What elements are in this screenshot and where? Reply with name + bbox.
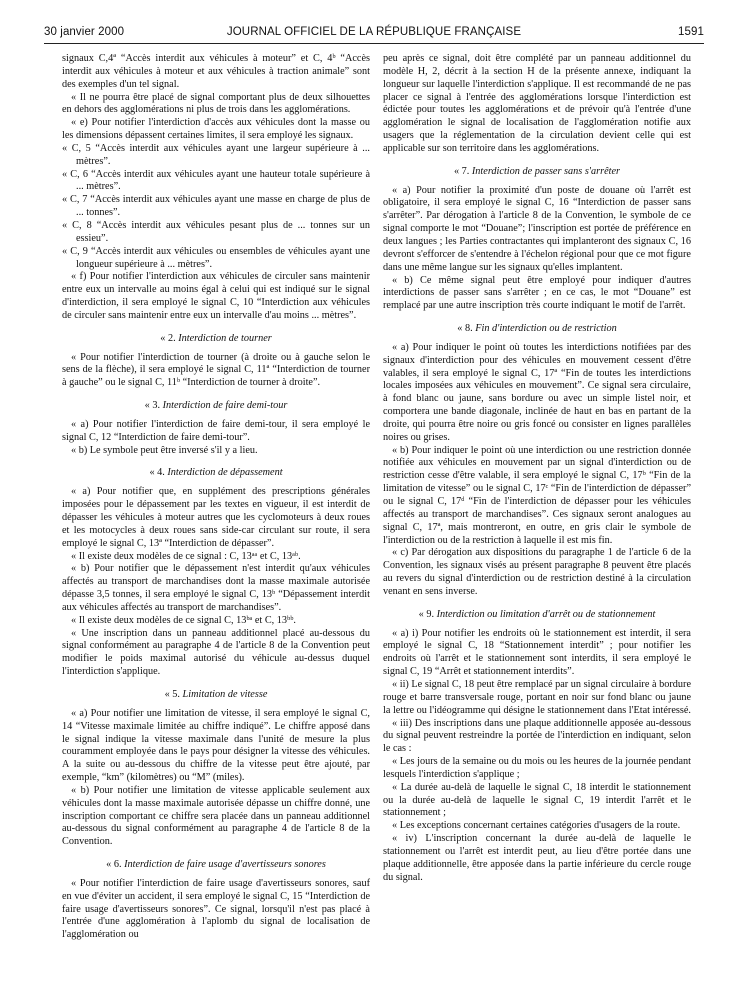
paragraph: « b) Ce même signal peut être employé pour indiquer d'autres interdictions de passer sans s'arrêter ; en ce cas, le mot “Douane” est remplacé par une autre inscription très courte indiquant le motif de l'arrêt. [383, 274, 691, 312]
paragraph: « Pour notifier l'interdiction de faire usage d'avertisseurs sonores, sauf en vue d'éviter un accident, il sera employé le signal C, 15 “Interdiction de faire usage d'avertisseurs sonores”. Ce signal, lorsqu'il n'est pas placé à l'entrée d'une agglomération à l'aplomb du signal de localisation de l'agglomération ou [62, 877, 370, 941]
right-column [383, 53, 691, 884]
paragraph: « iii) Des inscriptions dans une plaque additionnelle apposée au-dessous du signal peuvent restreindre la portée de l'interdiction en indiquant, selon le cas : [383, 717, 691, 755]
section-heading [62, 689, 370, 702]
section-number: « 2. [160, 332, 176, 344]
section-heading [62, 333, 370, 346]
page-header [44, 24, 704, 44]
paragraph: « Les jours de la semaine ou du mois ou les heures de la journée pendant lesquels l'interdiction s'applique ; [383, 756, 691, 780]
list-item: « C, 7 “Accès interdit aux véhicules ayant une masse en charge de plus de ... tonnes”. [62, 194, 370, 219]
section-heading [62, 400, 370, 413]
paragraph: « a) Pour notifier une limitation de vitesse, il sera employé le signal C, 14 “Vitesse maximale limitée au chiffre indiqué”. Le chiffre apposé dans le signal indique la vitesse maximale dans l'unité de mesure la plus couramment employée dans le pays pour désigner la vitesse des véhicules. A la suite ou au-dessous du chiffre de la vitesse peut être ajouté, par exemple, “km” (kilomètres) ou “M” (miles). [62, 707, 370, 784]
journal-title: JOURNAL OFFICIEL DE LA RÉPUBLIQUE FRANÇAISE [226, 26, 522, 38]
list-item: « C, 8 “Accès interdit aux véhicules pesant plus de ... tonnes sur un essieu”. [62, 219, 370, 244]
page-number: 1591 [678, 26, 704, 38]
section-title: Fin d'interdiction ou de restriction [475, 323, 617, 335]
section-heading [383, 323, 691, 336]
list-item: « C, 6 “Accès interdit aux véhicules ayant une hauteur totale supérieure à ... mètres”. [62, 168, 370, 193]
section-title: Interdiction de faire demi-tour [162, 400, 288, 412]
section-number: « 7. [453, 165, 470, 177]
section-heading [62, 467, 370, 480]
left-column [62, 53, 370, 942]
section-title: Interdiction de passer sans s'arrêter [471, 165, 621, 177]
paragraph: « b) Pour notifier que le dépassement n'est interdit qu'aux véhicules affectés au transport de marchandises dont la masse maximale autorisée dépasse 3,5 tonnes, il sera employé le signal C, 13ᵇ “Dépassement interdit aux véhicules affectés au transport de marchandises”. [62, 563, 370, 613]
paragraph: « Il existe deux modèles de ce signal C, 13ᵇᵃ et C, 13ᵇᵇ. [71, 614, 296, 626]
paragraph: « a) i) Pour notifier les endroits où le stationnement est interdit, il sera employé le signal C, 18 “Stationnement interdit” ; pour notifier les endroits où l'arrêt et le stationnement sont interdits, il sera employé le signal C, 19 “Arrêt et stationnement interdits”. [383, 627, 691, 678]
section-number: « 5. [164, 688, 180, 700]
section-title: Interdiction ou limitation d'arrêt ou de stationnement [436, 608, 656, 620]
paragraph: « c) Par dérogation aux dispositions du paragraphe 1 de l'article 6 de la Convention, les signaux visés au présent paragraphe 8 peuvent être placés au revers du signal d'interdiction ou de restriction destiné à la circulation venant en sens inverse. [383, 547, 691, 597]
paragraph: « a) Pour notifier la proximité d'un poste de douane où l'arrêt est obligatoire, il sera employé le signal C, 16 “Interdiction de passer sans s'arrêter”. Par dérogation à l'article 8 de la Convention, le symbole de ce signal comporte le mot “Douane”; l'inscription est portée de préférence en deux langues ; les Parties contractantes qui implanteront des signaux C, 16 devront s'efforcer de s'entendre à l'échelon régional pour que ce mot figure dans une même langue sur les signaux qu'elles implantent. [383, 184, 691, 273]
paragraph: « Il existe deux modèles de ce signal : C, 13ᵃᵃ et C, 13ᵃᵇ. [71, 550, 301, 562]
paragraph: « Pour notifier l'interdiction de tourner (à droite ou à gauche selon le sens de la flèche), il sera employé le signal C, 11ª “Interdiction de tourner à gauche” ou le signal C, 11ᵇ “Interdiction de tourner à droite”. [62, 351, 370, 389]
section-number: « 3. [144, 400, 161, 412]
paragraph: « La durée au-delà de laquelle le signal C, 18 interdit le stationnement ou la durée au-delà de laquelle le signal C, 19 interdit l'arrêt et le stationnement ; [383, 781, 691, 819]
list-item: « C, 5 “Accès interdit aux véhicules ayant une largeur supérieure à ... mètres”. [62, 142, 370, 167]
paragraph: « a) Pour indiquer le point où toutes les interdictions notifiées par des signaux d'interdiction pour des véhicules en mouvement cessent d'être valables, il sera employé le signal C, 17ª “Fin de toutes les interdictions locales imposées aux véhicules en mouvement”. Ce signal sera circulaire, à fond blanc ou jaune, sans bordure ou avec un simple listel noir, et comportera une bande diagonale, inclinée de haut en bas en partant de la droite, qui pourra être noire ou gris foncé ou consister en lignes parallèles noires ou grises. [383, 341, 691, 443]
paragraph: « f) Pour notifier l'interdiction aux véhicules de circuler sans maintenir entre eux un intervalle au moins égal à celui qui est indiqué sur le signal d'interdiction, il sera employé le signal C, 10 “Interdiction aux véhicules de circuler sans maintenir entre eux un intervalle d'au moins ... mètres”. [62, 271, 370, 321]
section-heading [383, 609, 691, 622]
list-item: « C, 9 “Accès interdit aux véhicules ou ensembles de véhicules ayant une longueur supérieure à ... mètres”. [62, 245, 370, 270]
section-title: Interdiction de dépassement [167, 467, 283, 479]
section-number: « 9. [418, 608, 435, 620]
section-number: « 6. [106, 859, 122, 871]
section-number: « 4. [149, 467, 165, 479]
section-number: « 8. [457, 323, 473, 335]
paragraph: « Les exceptions concernant certaines catégories d'usagers de la route. [392, 820, 681, 832]
header-rule [44, 43, 704, 44]
section-heading [383, 166, 691, 179]
section-title: Interdiction de tourner [178, 332, 272, 344]
paragraph: « Une inscription dans un panneau additionnel placé au-dessous du signal conformément au paragraphe 4 de l'article 8 de la Convention peut modifier le poids maximal autorisé du véhicule au-dessus duquel l'interdiction s'applique. [62, 627, 370, 678]
paragraph: « a) Pour notifier que, en supplément des prescriptions générales imposées pour le dépassement par les textes en vigueur, il est interdit de dépasser les véhicules à moteur autres que les cyclomoteurs à deux roues et les motocycles à deux roues sans side-car circulant sur route, il sera employé le signal C, 13ª “Interdiction de dépasser”. [62, 486, 370, 549]
paragraph: peu après ce signal, doit être complété par un panneau additionnel du modèle H, 2, décrit à la section H de la présente annexe, indiquant la longueur sur laquelle l'interdiction s'applique. Il est recommandé de ne pas placer ce signal à l'entrée des agglomérations lorsque l'interdiction est édictée pour toutes les agglomérations et de prévoir qu'à l'entrée d'une agglomération le signal de localisation de l'agglomération notifie aux usagers que la réglementation de la circulation devient celle qui est applicable sur son territoire dans les agglomérations. [383, 53, 691, 154]
section-title: Interdiction de faire usage d'avertisseurs sonores [124, 859, 326, 871]
paragraph: signaux C,4ª “Accès interdit aux véhicules à moteur” et C, 4ᵇ “Accès interdit aux véhicules à moteur et aux véhicules à traction animale” sont des exemples d'un tel signal. [62, 53, 370, 90]
paragraph: « Il ne pourra être placé de signal comportant plus de deux silhouettes en dehors des agglomérations ni plus de trois dans les agglomérations. [62, 91, 370, 116]
paragraph: « a) Pour notifier l'interdiction de faire demi-tour, il sera employé le signal C, 12 “Interdiction de faire demi-tour”. [62, 418, 370, 443]
paragraph: « b) Pour notifier une limitation de vitesse applicable seulement aux véhicules dont la masse maximale autorisée dépasse un chiffre donné, une inscription comportant ce chiffre sera placée dans un panneau additionnel au-dessous du signal conformément au paragraphe 4 de l'article 8 de la Convention. [62, 784, 370, 848]
paragraph: « iv) L'inscription concernant la durée au-delà de laquelle le stationnement ou l'arrêt est interdit peut, au lieu d'être portée dans une plaque additionnelle, être apposée dans la partie inférieure du cercle rouge du signal. [383, 833, 691, 883]
paragraph: « b) Le symbole peut être inversé s'il y a lieu. [71, 444, 258, 456]
paragraph: « b) Pour indiquer le point où une interdiction ou une restriction donnée notifiée aux véhicules en mouvement par un signal d'interdiction ou de restriction cesse d'être valable, il sera employé le signal C, 17ᵇ “Fin de la limitation de vitesse” ou le signal C, 17ᶜ “Fin de l'interdiction de dépasser” ou le signal C, 17ᵈ “Fin de l'interdiction de dépasser pour les véhicules affectés au transport de marchandises”. Ces signaux seront analogues au signal C, 17ª, mais montreront, en outre, en gris clair le symbole de l'interdiction ou de la restriction à laquelle il est mis fin. [383, 444, 691, 546]
paragraph: « ii) Le signal C, 18 peut être remplacé par un signal circulaire à bordure rouge et barre transversale rouge, portant en noir sur fond blanc ou jaune la lettre ou l'idéogramme qui désigne le stationnement dans l'Etat intéressé. [383, 678, 691, 716]
header-date: 30 janvier 2000 [44, 26, 125, 38]
section-heading [62, 859, 370, 872]
paragraph: « e) Pour notifier l'interdiction d'accès aux véhicules dont la masse ou les dimensions dépassent certaines limites, il sera employé les signaux. [62, 117, 370, 142]
section-title: Limitation de vitesse [182, 688, 268, 700]
